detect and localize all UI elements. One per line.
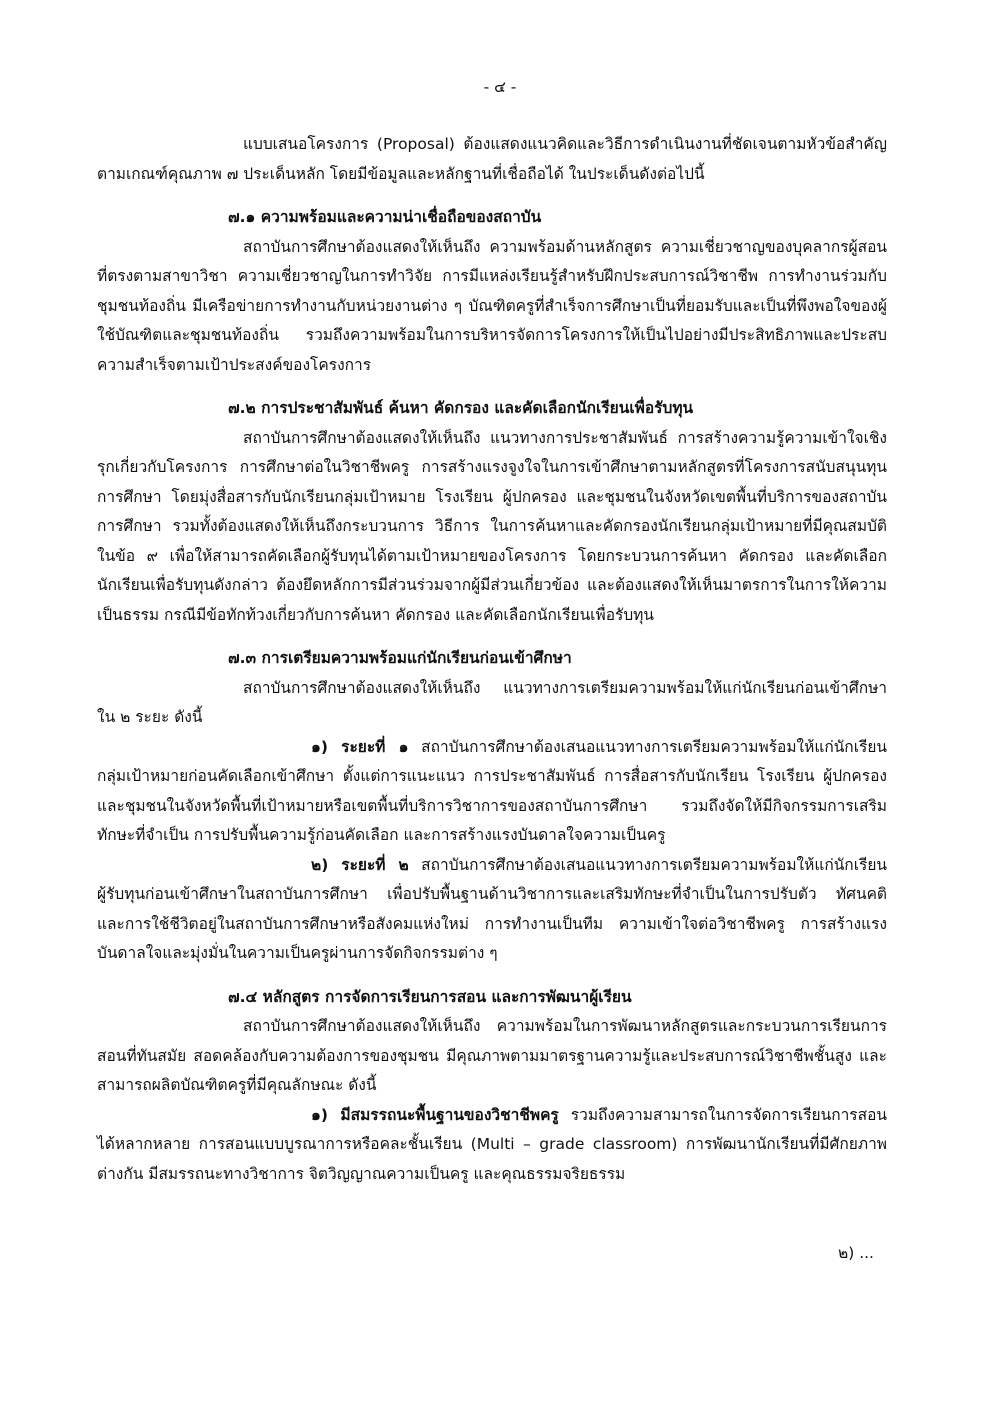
page-number: - ๔ - bbox=[483, 78, 517, 96]
section-heading: ๗.๒ การประชาสัมพันธ์ ค้นหา คัดกรอง และคัดเลือกนักเรียนเพื่อรับทุน bbox=[228, 399, 694, 417]
section-paragraph: สถาบันการศึกษาต้องแสดงให้เห็นถึง แนวทางการประชาสัมพันธ์ การสร้างความรู้ความเข้าใจเชิงรุกเกี่ยวกับโครงการ การศึกษาต่อในวิชาชีพครู การสร้างแรงจูงใจในการเข้าศึกษาตามหลักสูตรที่โครงการสนับสนุนทุนการศึกษา โดยมุ่งสื่อสารกับนักเรียนกลุ่มเป้าหมาย โรงเรียน ผู้ปกครอง และชุมชนในจังหวัดเขตพื้นที่บริการของสถาบันการศึกษา รวมทั้งต้องแสดงให้เห็นถึงกระบวนการ วิธีการ ในการค้นหาและคัดกรองนักเรียนกลุ่มเป้าหมายที่มีคุณสมบัติในข้อ ๙ เพื่อให้สามารถคัดเลือกผู้รับทุนได้ตามเป้าหมายของโครงการ โดยกระบวนการค้นหา คัดกรอง และคัดเลือกนักเรียนเพื่อรับทุนดังกล่าว ต้องยึดหลักการมีส่วนร่วมจากผู้มีส่วนเกี่ยวข้อง และต้องแสดงให้เห็นมาตรการในการให้ความเป็นธรรม กรณีมีข้อทักท้วงเกี่ยวกับการค้นหา คัดกรอง และคัดเลือกนักเรียนเพื่อรับทุน bbox=[97, 428, 887, 624]
section-7-3 bbox=[97, 644, 887, 969]
item-text: รวมถึงความสามารถในการจัดการเรียนการสอนได้หลากหลาย การสอนแบบบูรณาการหรือคละชั้นเรียน (Multi – grade classroom) การพัฒนานักเรียนที่มีศักยภาพต่างกัน มีสมรรถนะทางวิชาการ จิตวิญญาณความเป็นครู และคุณธรรมจริยธรรม bbox=[97, 1105, 887, 1183]
document-body bbox=[97, 130, 887, 1189]
section-7-1 bbox=[97, 203, 887, 380]
continuation-marker: ๒) ... bbox=[838, 1244, 874, 1262]
section-7-4 bbox=[97, 983, 887, 1190]
list-item bbox=[97, 733, 887, 851]
section-paragraph: สถาบันการศึกษาต้องแสดงให้เห็นถึง แนวทางการเตรียมความพร้อมให้แก่นักเรียนก่อนเข้าศึกษาใน ๒ ระยะ ดังนี้ bbox=[97, 678, 887, 726]
section-7-2 bbox=[97, 394, 887, 630]
list-item bbox=[97, 851, 887, 969]
section-paragraph: สถาบันการศึกษาต้องแสดงให้เห็นถึง ความพร้อมในการพัฒนาหลักสูตรและกระบวนการเรียนการสอนที่ทันสมัย สอดคล้องกับความต้องการของชุมชน มีคุณภาพตามมาตรฐานความรู้และประสบการณ์วิชาชีพชั้นสูง และสามารถผลิตบัณฑิตครูที่มีคุณลักษณะ ดังนี้ bbox=[97, 1017, 887, 1094]
item-label: ๑) ระยะที่ ๑ bbox=[311, 737, 409, 756]
list-item bbox=[97, 1101, 887, 1190]
item-text: สถาบันการศึกษาต้องเสนอแนวทางการเตรียมความพร้อมให้แก่นักเรียนกลุ่มเป้าหมายก่อนคัดเลือกเข้าศึกษา ตั้งแต่การแนะแนว การประชาสัมพันธ์ การสื่อสารกับนักเรียน โรงเรียน ผู้ปกครอง และชุมชนในจังหวัดพื้นที่เป้าหมายหรือเขตพื้นที่บริการวิชาการของสถาบันการศึกษา รวมถึงจัดให้มีกิจกรรมการเสริมทักษะที่จำเป็น การปรับพื้นความรู้ก่อนคัดเลือก และการสร้างแรงบันดาลใจความเป็นครู bbox=[97, 737, 887, 844]
item-text: สถาบันการศึกษาต้องเสนอแนวทางการเตรียมความพร้อมให้แก่นักเรียนผู้รับทุนก่อนเข้าศึกษาในสถาบันการศึกษา เพื่อปรับพื้นฐานด้านวิชาการและเสริมทักษะที่จำเป็นในการปรับตัว ทัศนคติ และการใช้ชีวิตอยู่ในสถาบันการศึกษาหรือสังคมแห่งใหม่ การทำงานเป็นทีม ความเข้าใจต่อวิชาชีพครู การสร้างแรงบันดาลใจและมุ่งมั่นในความเป็นครูผ่านการจัดกิจกรรมต่าง ๆ bbox=[97, 855, 887, 962]
section-heading: ๗.๓ การเตรียมความพร้อมแก่นักเรียนก่อนเข้าศึกษา bbox=[228, 649, 572, 667]
item-label: ๒) ระยะที่ ๒ bbox=[311, 855, 409, 874]
section-heading: ๗.๔ หลักสูตร การจัดการเรียนการสอน และการพัฒนาผู้เรียน bbox=[228, 987, 632, 1006]
section-heading: ๗.๑ ความพร้อมและความน่าเชื่อถือของสถาบัน bbox=[228, 208, 542, 226]
item-label: ๑) มีสมรรถนะพื้นฐานของวิชาชีพครู bbox=[311, 1105, 559, 1124]
intro-paragraph: แบบเสนอโครงการ (Proposal) ต้องแสดงแนวคิดและวิธีการดำเนินงานที่ชัดเจนตามหัวข้อสำคัญตามเกณฑ์คุณภาพ ๗ ประเด็นหลัก โดยมีข้อมูลและหลักฐานที่เชื่อถือได้ ในประเด็นดังต่อไปนี้ bbox=[97, 135, 887, 183]
section-paragraph: สถาบันการศึกษาต้องแสดงให้เห็นถึง ความพร้อมด้านหลักสูตร ความเชี่ยวชาญของบุคลากรผู้สอนที่ตรงตามสาขาวิชา ความเชี่ยวชาญในการทำวิจัย การมีแหล่งเรียนรู้สำหรับฝึกประสบการณ์วิชาชีพ การทำงานร่วมกับชุมชนท้องถิ่น มีเครือข่ายการทำงานกับหน่วยงานต่าง ๆ บัณฑิตครูที่สำเร็จการศึกษาเป็นที่ยอมรับและเป็นที่พึงพอใจของผู้ใช้บัณฑิตและชุมชนท้องถิ่น รวมถึงความพร้อมในการบริหารจัดการโครงการให้เป็นไปอย่างมีประสิทธิภาพและประสบความสำเร็จตามเป้าประสงค์ของโครงการ bbox=[97, 237, 887, 374]
